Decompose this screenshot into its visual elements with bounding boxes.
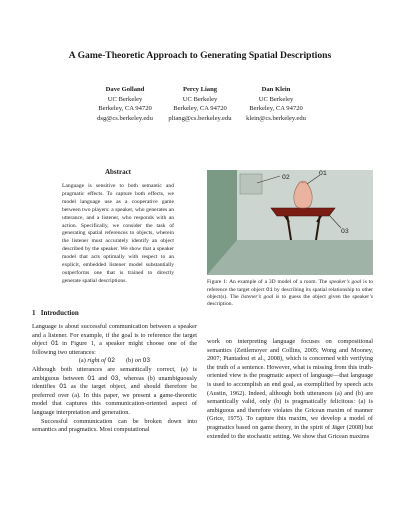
author-affiliation: UC Berkeley [182,95,218,103]
author-affiliation: UC Berkeley [258,95,294,103]
object-ref: O1 [50,340,59,348]
section-number: 1 [32,309,36,317]
author-affiliation: UC Berkeley [107,95,143,103]
right-column [207,338,373,441]
label-o1: O1 [319,170,327,177]
figure-1 [207,170,373,280]
paper-title: A Game-Theoretic Approach to Generating Spatial Descriptions [68,50,332,61]
label-o3: O3 [341,228,349,235]
author-email: dsg@cs.berkeley.edu [97,114,153,122]
author-name: Dan Klein [261,86,291,93]
author-address: Berkeley, CA 94720 [173,105,227,113]
vase-rim [300,181,307,183]
room-illustration [207,170,373,275]
wall-frame [240,174,262,194]
author-address: Berkeley, CA 94720 [249,105,303,113]
example-b: (b) on O3 [125,357,151,365]
author-email: klein@cs.berkeley.edu [246,114,306,122]
label-o2: O2 [282,174,290,181]
author-block [221,85,331,123]
intro-paragraph: Language is about successful communication between a speaker and a listener. For example, if the goal is to reference the target object O1 in Figure 1, a speaker might choose one of the following two utterances: [32,323,197,356]
intro-paragraph: Successful communication can be broken down into semantics and pragmatics. Most computational [32,417,197,434]
author-name: Dave Golland [105,86,145,93]
left-column [32,323,197,435]
example-a: (a) right of O2 [78,357,116,365]
body-paragraph: work on interpreting language focuses on compositional semantics (Zettlemoyer and Collins, 2005; Wong and Mooney, 2007; Piantadosi et al., 2008), which is concerned with verifying the truth of a sentence. However, what is missing from this truth-oriented view is the pragmatic aspect of language—that language is used to accomplish an end goal, as exemplified by speech acts (Austin, 1962). Indeed, although both utterances (a) and (b) are semantically valid, only (b) is pragmatically felicitous: (a) is ambiguous and therefore violates the Gricean maxim of manner (Grice, 1975). To capture this maxim, we develop a model of pragmatics based on game theory, in the spirit of Jäger (2008) but extended to the stochastic setting. We show that Gricean maxims [207,338,373,440]
author-address: Berkeley, CA 94720 [98,105,152,113]
abstract-text: Language is sensitive to both semantic and pragmatic effects. To capture both effects, we model language use as a cooperative game between two players: a speaker, who generates an utterance, and a listener, who responds with an action. Specifically, we consider the task of generating spatial references to objects, wherein the listener must accurately identify an object described by the speaker. We show that a speaker model that acts optimally with respect to an explicit, embedded listener model substantially outperforms one that is trained to directly generate spatial descriptions. [62,183,174,284]
figure-caption: Figure 1: An example of a 3D model of a room. The speaker’s goal is to reference the target object O1 by describing its spatial relationship to other object(s). The listener’s goal is to guess the object given the speaker’s description. [207,279,373,308]
intro-paragraph: Although both utterances are semantically correct, (a) is ambiguous between O1 and O3, whereas (b) unambiguously identifies O1 as the target object, and should therefore be preferred over (a). In this paper, we present a game-theoretic model that captures this communication-oriented aspect of language interpretation and generation. [32,365,197,416]
section-title: Introduction [40,309,79,317]
section-heading [32,309,79,317]
author-email: pliang@cs.berkeley.edu [168,114,232,122]
abstract-heading: Abstract [104,168,132,176]
example-utterances [32,357,197,366]
table-top [271,208,335,216]
author-name: Percy Liang [182,86,218,93]
